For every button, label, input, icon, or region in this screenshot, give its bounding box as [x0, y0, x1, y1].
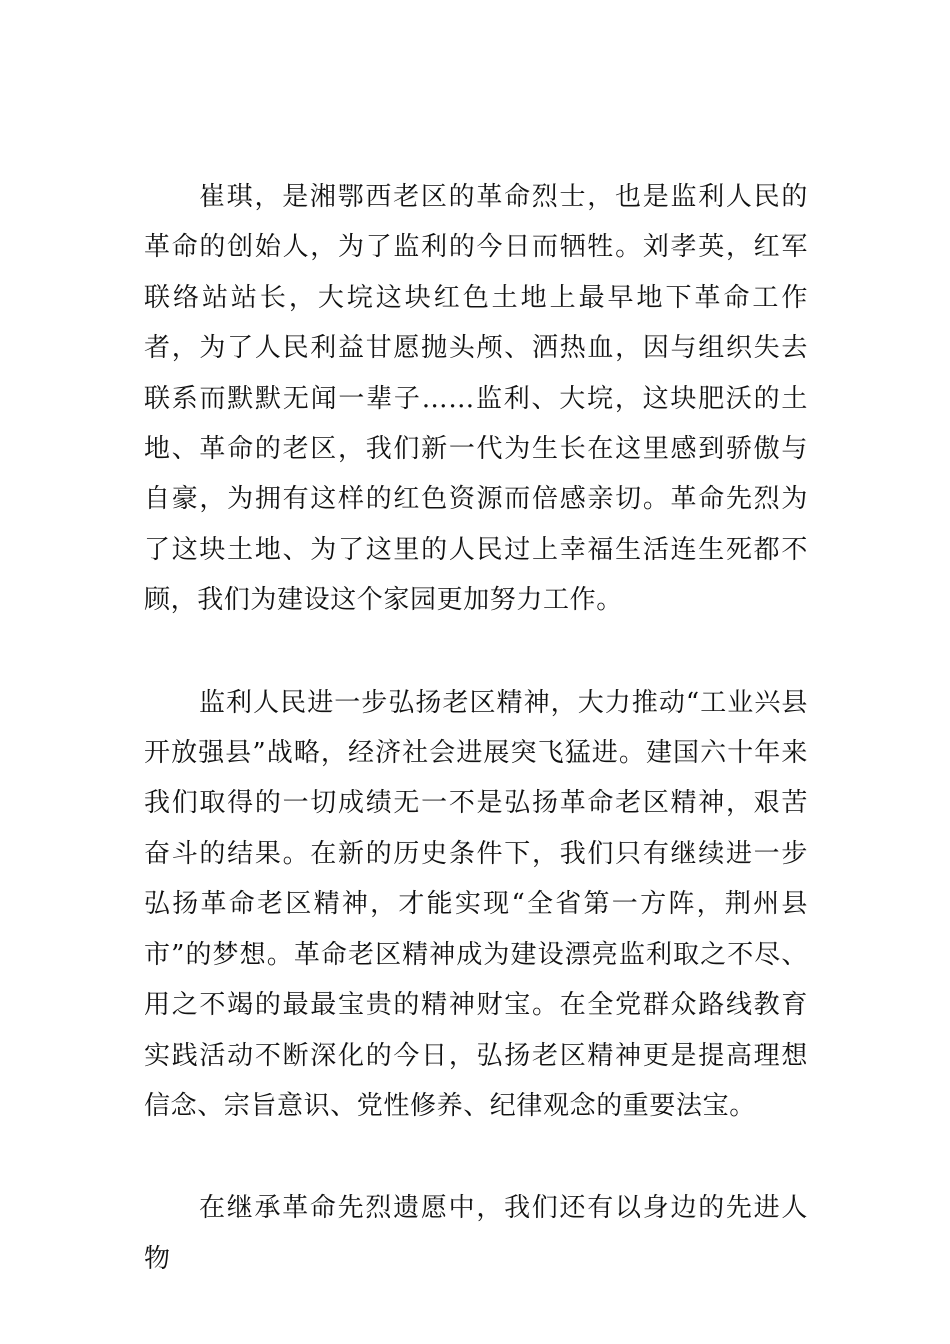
- document-body: [144, 172, 808, 1284]
- paragraph-2: 监利人民进一步弘扬老区精神，大力推动“工业兴县开放强县”战略，经济社会进展突飞猛进。建国六十年来我们取得的一切成绩无一不是弘扬革命老区精神，艰苦奋斗的结果。在新的历史条件下，我们只有继续进一步弘扬革命老区精神，才能实现“全省第一方阵，荆州县市”的梦想。革命老区精神成为建设漂亮监利取之不尽、用之不竭的最最宝贵的精神财宝。在全党群众路线教育实践活动不断深化的今日，弘扬老区精神更是提高理想信念、宗旨意识、党性修养、纪律观念的重要法宝。: [144, 687, 808, 1121]
- paragraph-3: 在继承革命先烈遗愿中，我们还有以身边的先进人物: [144, 1193, 808, 1274]
- paragraph-1: 崔琪，是湘鄂西老区的革命烈士，也是监利人民的革命的创始人，为了监利的今日而牺牲。刘孝英，红军联络站站长，大垸这块红色土地上最早地下革命工作者，为了人民利益甘愿抛头颅、洒热血，因与组织失去联系而默默无闻一辈子……监利、大垸，这块肥沃的土地、革命的老区，我们新一代为生长在这里感到骄傲与自豪，为拥有这样的红色资源而倍感亲切。革命先烈为了这块土地、为了这里的人民过上幸福生活连生死都不顾，我们为建设这个家园更加努力工作。: [144, 182, 808, 616]
